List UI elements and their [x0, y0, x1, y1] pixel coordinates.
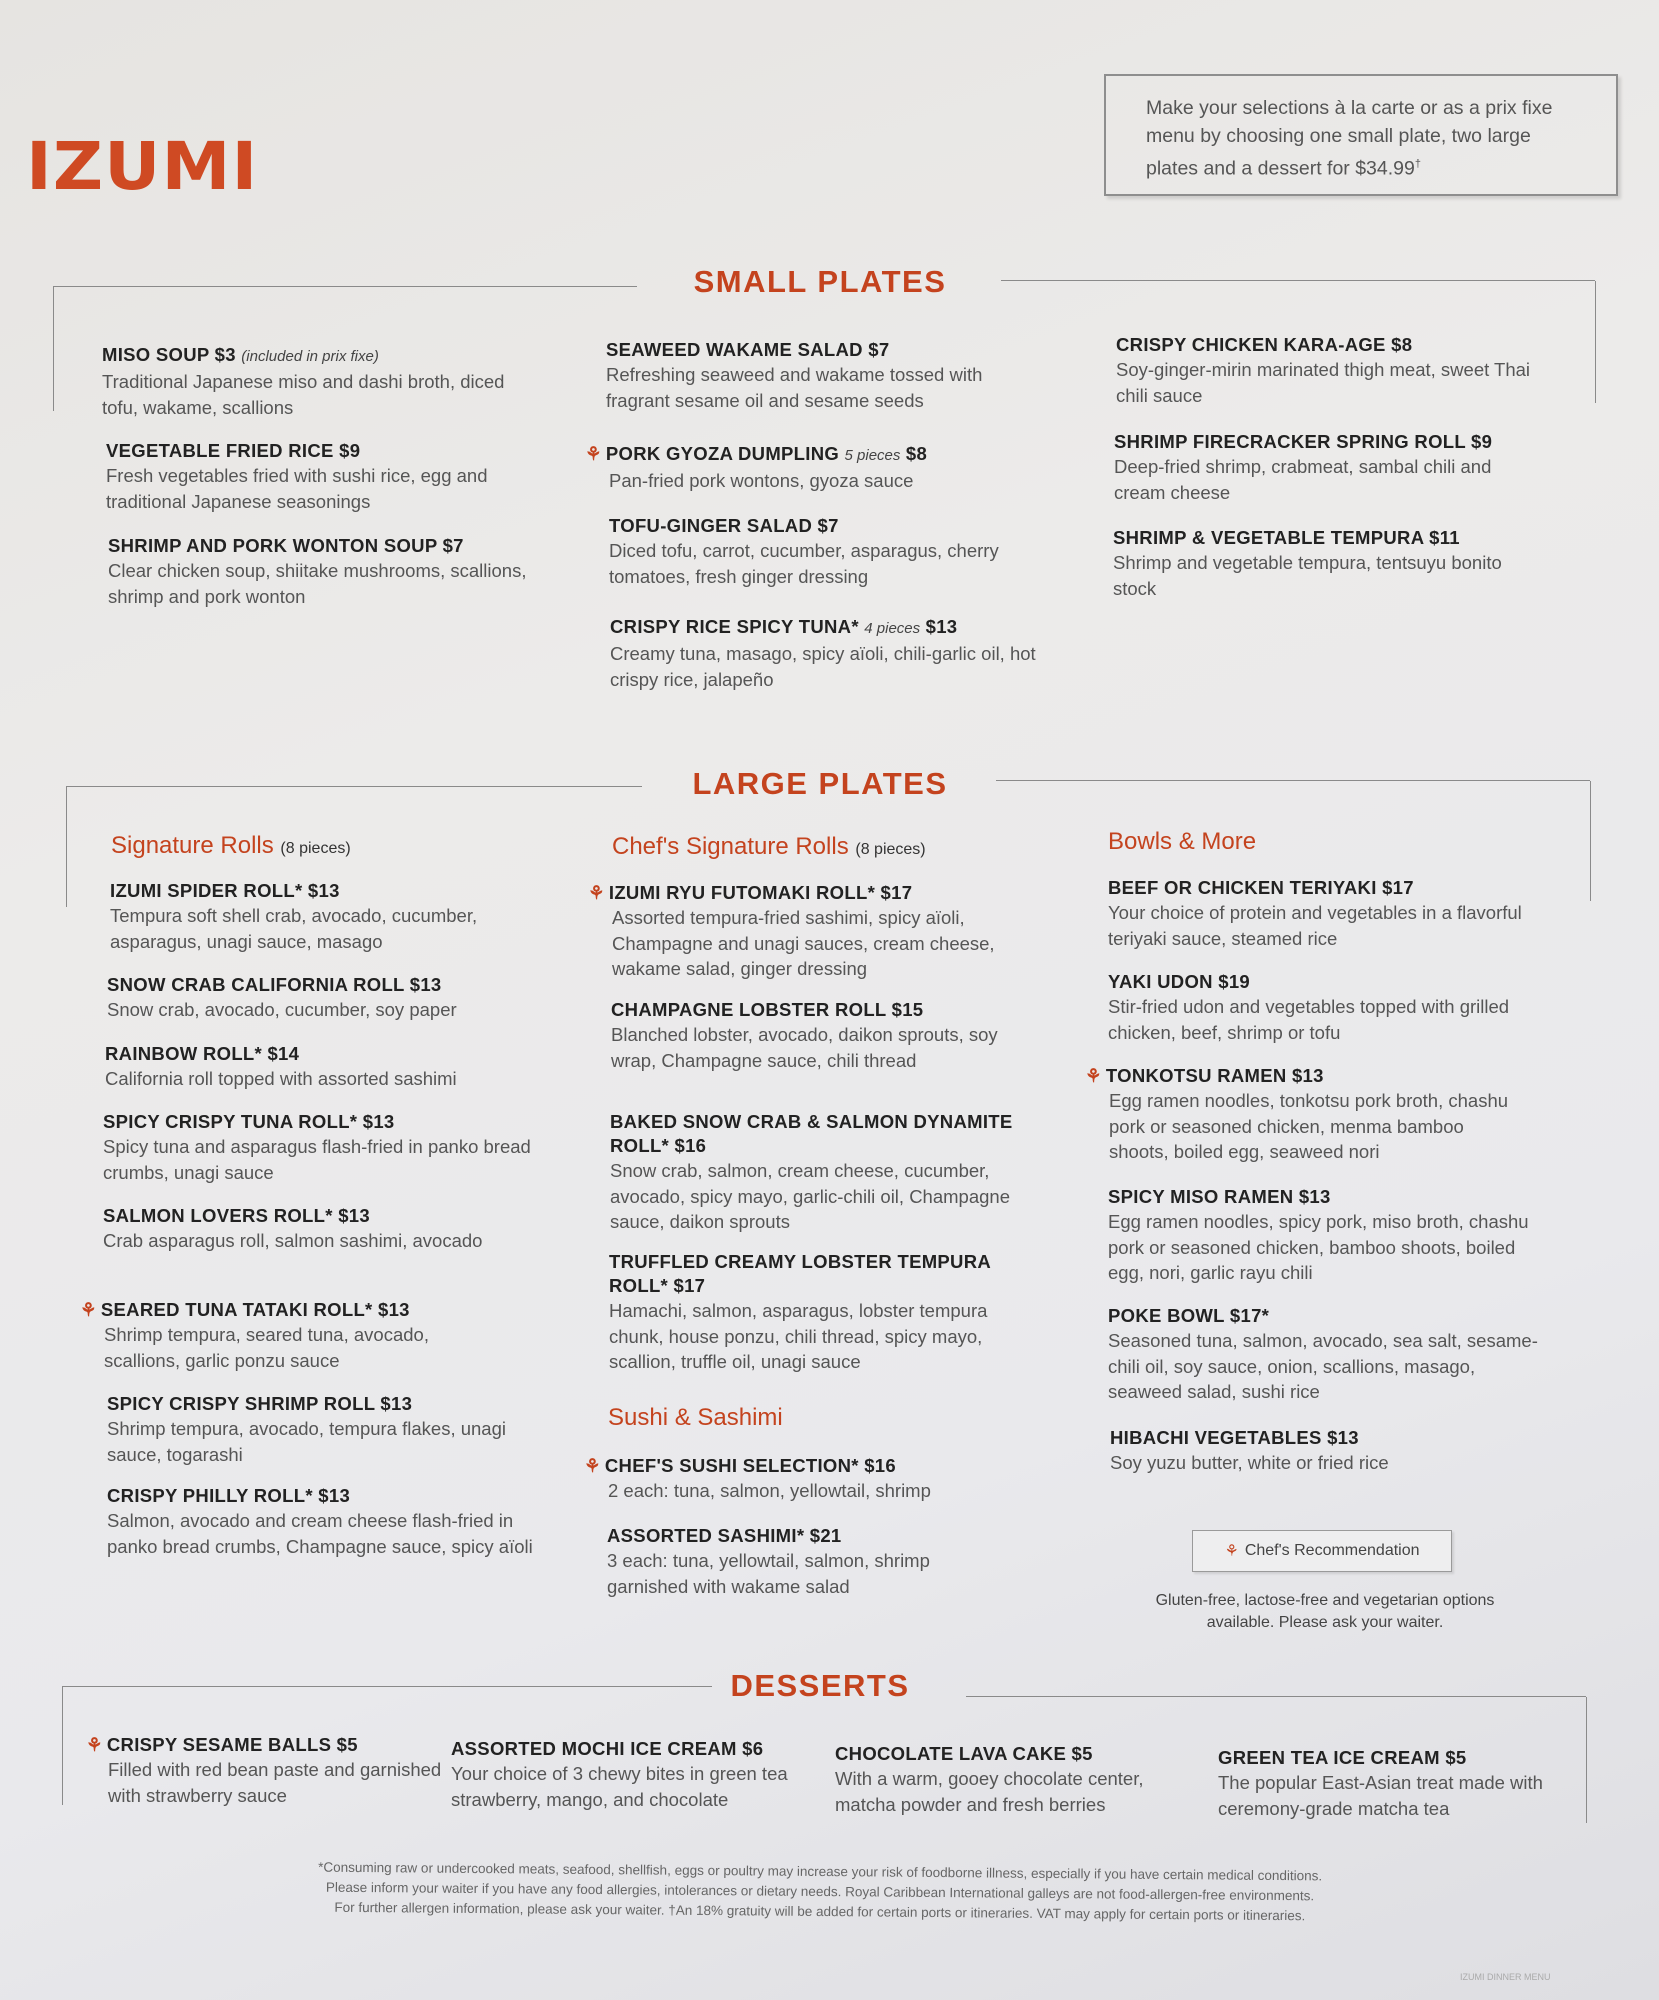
sushi-and-sashimi-heading: Sushi & Sashimi [608, 1404, 783, 1431]
chef-recommendation-icon: ⚘ [80, 1299, 97, 1320]
menu-item: SALMON LOVERS ROLL* $13 Crab asparagus roll, salmon sashimi, avocado [103, 1205, 483, 1251]
menu-item: CHOCOLATE LAVA CAKE $5 With a warm, gooey chocolate center, matcha powder and fresh berries [835, 1743, 1144, 1815]
footnote-line: For further allergen information, please ask your waiter. †An 18% gratuity will be added for certain ports or itineraries. VAT may apply for certain ports or itineraries. [334, 1899, 1306, 1924]
menu-item: TOFU-GINGER SALAD $7 Diced tofu, carrot, cucumber, asparagus, cherry tomatoes, fresh ginger dressing [609, 515, 999, 587]
menu-item: VEGETABLE FRIED RICE $9 Fresh vegetables fried with sushi rice, egg and traditional Japanese seasonings [106, 440, 488, 512]
menu-item: ⚘ PORK GYOZA DUMPLING 5 pieces $8 Pan-fried pork wontons, gyoza sauce [585, 443, 928, 491]
menu-item: ⚘ CHEF'S SUSHI SELECTION* $16 2 each: tuna, salmon, yellowtail, shrimp [584, 1455, 931, 1501]
menu-item: CHAMPAGNE LOBSTER ROLL $15 Blanched lobster, avocado, daikon sprouts, soy wrap, Champagne sauce, chili thread [611, 999, 998, 1071]
dietary-note: Gluten-free, lactose-free and vegetarian options available. Please ask your waiter. [1155, 1592, 1495, 1631]
menu-item: ⚘ SEARED TUNA TATAKI ROLL* $13 Shrimp tempura, seared tuna, avocado, scallions, garlic ponzu sauce [80, 1299, 429, 1371]
chef-recommendation-icon: ⚘ [585, 443, 602, 464]
menu-item: ⚘ CRISPY SESAME BALLS $5 Filled with red bean paste and garnished with strawberry sauce [86, 1734, 442, 1806]
menu-item: ASSORTED SASHIMI* $21 3 each: tuna, yellowtail, salmon, shrimp garnished with wakame salad [607, 1525, 930, 1597]
large-plates-frame-right [996, 780, 1590, 781]
menu-item: SHRIMP & VEGETABLE TEMPURA $11 Shrimp and vegetable tempura, tentsuyu bonito stock [1113, 527, 1502, 599]
chefs-signature-rolls-heading: Chef's Signature Rolls (8 pieces) [612, 833, 926, 860]
desserts-frame-right [966, 1696, 1586, 1697]
small-plates-frame [53, 286, 637, 287]
chef-recommendation-icon: ⚘ [588, 882, 605, 903]
menu-item: MISO SOUP $3 (included in prix fixe) Traditional Japanese miso and dashi broth, diced tofu, wakame, scallions [102, 344, 505, 418]
menu-item: BEEF OR CHICKEN TERIYAKI $17 Your choice of protein and vegetables in a flavorful teriyaki sauce, steamed rice [1108, 877, 1522, 949]
menu-item: TRUFFLED CREAMY LOBSTER TEMPURA ROLL* $17 Hamachi, salmon, asparagus, lobster tempura chunk, house ponzu, chili thread, spicy mayo, scallion, truffle oil, unagi sauce [609, 1251, 991, 1372]
chef-recommendation-icon: ⚘ [1085, 1065, 1102, 1086]
legend-label: Chef's Recommendation [1244, 1542, 1420, 1559]
menu-item: BAKED SNOW CRAB & SALMON DYNAMITE ROLL* $16 Snow crab, salmon, cream cheese, cucumber, avocado, spicy mayo, garlic-chili oil, Champagne sauce, daikon sprouts [610, 1111, 1013, 1232]
menu-item: CRISPY RICE SPICY TUNA* 4 pieces $13 Creamy tuna, masago, spicy aïoli, chili-garlic oil, hot crispy rice, jalapeño [610, 616, 1036, 690]
prix-fixe-text: Make your selections à la carte or as a prix fixe menu by choosing one small plate, two large plates and a dessert for $34.99 [1146, 97, 1553, 180]
large-plates-title: LARGE PLATES [692, 766, 948, 801]
menu-item: HIBACHI VEGETABLES $13 Soy yuzu butter, white or fried rice [1110, 1427, 1389, 1473]
prix-fixe-box [1104, 74, 1618, 196]
small-plates-frame-right [1001, 280, 1595, 281]
menu-code: IZUMI DINNER MENU [1460, 1972, 1551, 1982]
chef-recommendation-icon: ⚘ [1224, 1543, 1239, 1560]
menu-item: SNOW CRAB CALIFORNIA ROLL $13 Snow crab, avocado, cucumber, soy paper [107, 974, 457, 1020]
menu-item: SEAWEED WAKAME SALAD $7 Refreshing seaweed and wakame tossed with fragrant sesame oil and sesame seeds [606, 339, 983, 411]
menu-item: YAKI UDON $19 Stir-fried udon and vegetables topped with grilled chicken, beef, shrimp or tofu [1108, 971, 1510, 1043]
allergen-footnote [190, 1857, 1450, 1928]
menu-item: ⚘ TONKOTSU RAMEN $13 Egg ramen noodles, tonkotsu pork broth, chashu pork or seasoned chicken, menma bamboo shoots, boiled egg, seaweed nori [1085, 1065, 1509, 1162]
menu-item: SPICY CRISPY TUNA ROLL* $13 Spicy tuna and asparagus flash-fried in panko bread crumbs, unagi sauce [103, 1111, 531, 1183]
menu-item: GREEN TEA ICE CREAM $5 The popular East-Asian treat made with ceremony-grade matcha tea [1218, 1747, 1543, 1819]
chef-recommendation-icon: ⚘ [584, 1455, 601, 1476]
dagger-mark: † [1414, 158, 1421, 170]
desserts-title: DESSERTS [730, 1668, 910, 1703]
bowls-and-more-heading: Bowls & More [1108, 828, 1257, 855]
chefs-recommendation-legend [1192, 1530, 1452, 1572]
menu-item: SHRIMP AND PORK WONTON SOUP $7 Clear chicken soup, shiitake mushrooms, scallions, shrimp and pork wonton [108, 535, 527, 607]
menu-item: CRISPY CHICKEN KARA-AGE $8 Soy-ginger-mirin marinated thigh meat, sweet Thai chili sauce [1116, 334, 1531, 406]
footnote-line: *Consuming raw or undercooked meats, seafood, shellfish, eggs or poultry may increase your risk of foodborne illness, especially if you have certain medical conditions. [318, 1859, 1323, 1884]
menu-item: POKE BOWL $17* Seasoned tuna, salmon, avocado, sea salt, sesame-chili oil, soy sauce, onion, scallions, masago, seaweed salad, sushi rice [1108, 1305, 1538, 1402]
menu-item: SPICY CRISPY SHRIMP ROLL $13 Shrimp tempura, avocado, tempura flakes, unagi sauce, togarashi [107, 1393, 506, 1465]
menu-item: IZUMI SPIDER ROLL* $13 Tempura soft shell crab, avocado, cucumber, asparagus, unagi sauce, masago [110, 880, 478, 952]
menu-item: RAINBOW ROLL* $14 California roll topped with assorted sashimi [105, 1043, 457, 1089]
chef-recommendation-icon: ⚘ [86, 1734, 103, 1755]
izumi-logo: IZUMI [26, 128, 259, 205]
footnote-line: Please inform your waiter if you have any food allergies, intolerances or dietary needs. Royal Caribbean International galleys are not food-allergen-free environments. [325, 1879, 1315, 1904]
menu-item: ⚘ IZUMI RYU FUTOMAKI ROLL* $17 Assorted tempura-fried sashimi, spicy aïoli, Champagne and unagi sauces, cream cheese, wakame salad, ginger dressing [588, 882, 995, 979]
menu-item: SHRIMP FIRECRACKER SPRING ROLL $9 Deep-fried shrimp, crabmeat, sambal chili and cream cheese [1114, 431, 1493, 503]
small-plates-title: SMALL PLATES [693, 264, 947, 299]
desserts-frame [62, 1686, 712, 1687]
menu-item: SPICY MISO RAMEN $13 Egg ramen noodles, spicy pork, miso broth, chashu pork or seasoned chicken, bamboo shoots, boiled egg, nori, garlic rayu chili [1108, 1186, 1529, 1283]
signature-rolls-heading: Signature Rolls (8 pieces) [111, 832, 351, 859]
large-plates-frame [66, 786, 642, 787]
menu-item: ASSORTED MOCHI ICE CREAM $6 Your choice of 3 chewy bites in green tea strawberry, mango, and chocolate [451, 1738, 788, 1810]
menu-item: CRISPY PHILLY ROLL* $13 Salmon, avocado and cream cheese flash-fried in panko bread crumbs, Champagne sauce, spicy aïoli [107, 1485, 533, 1557]
